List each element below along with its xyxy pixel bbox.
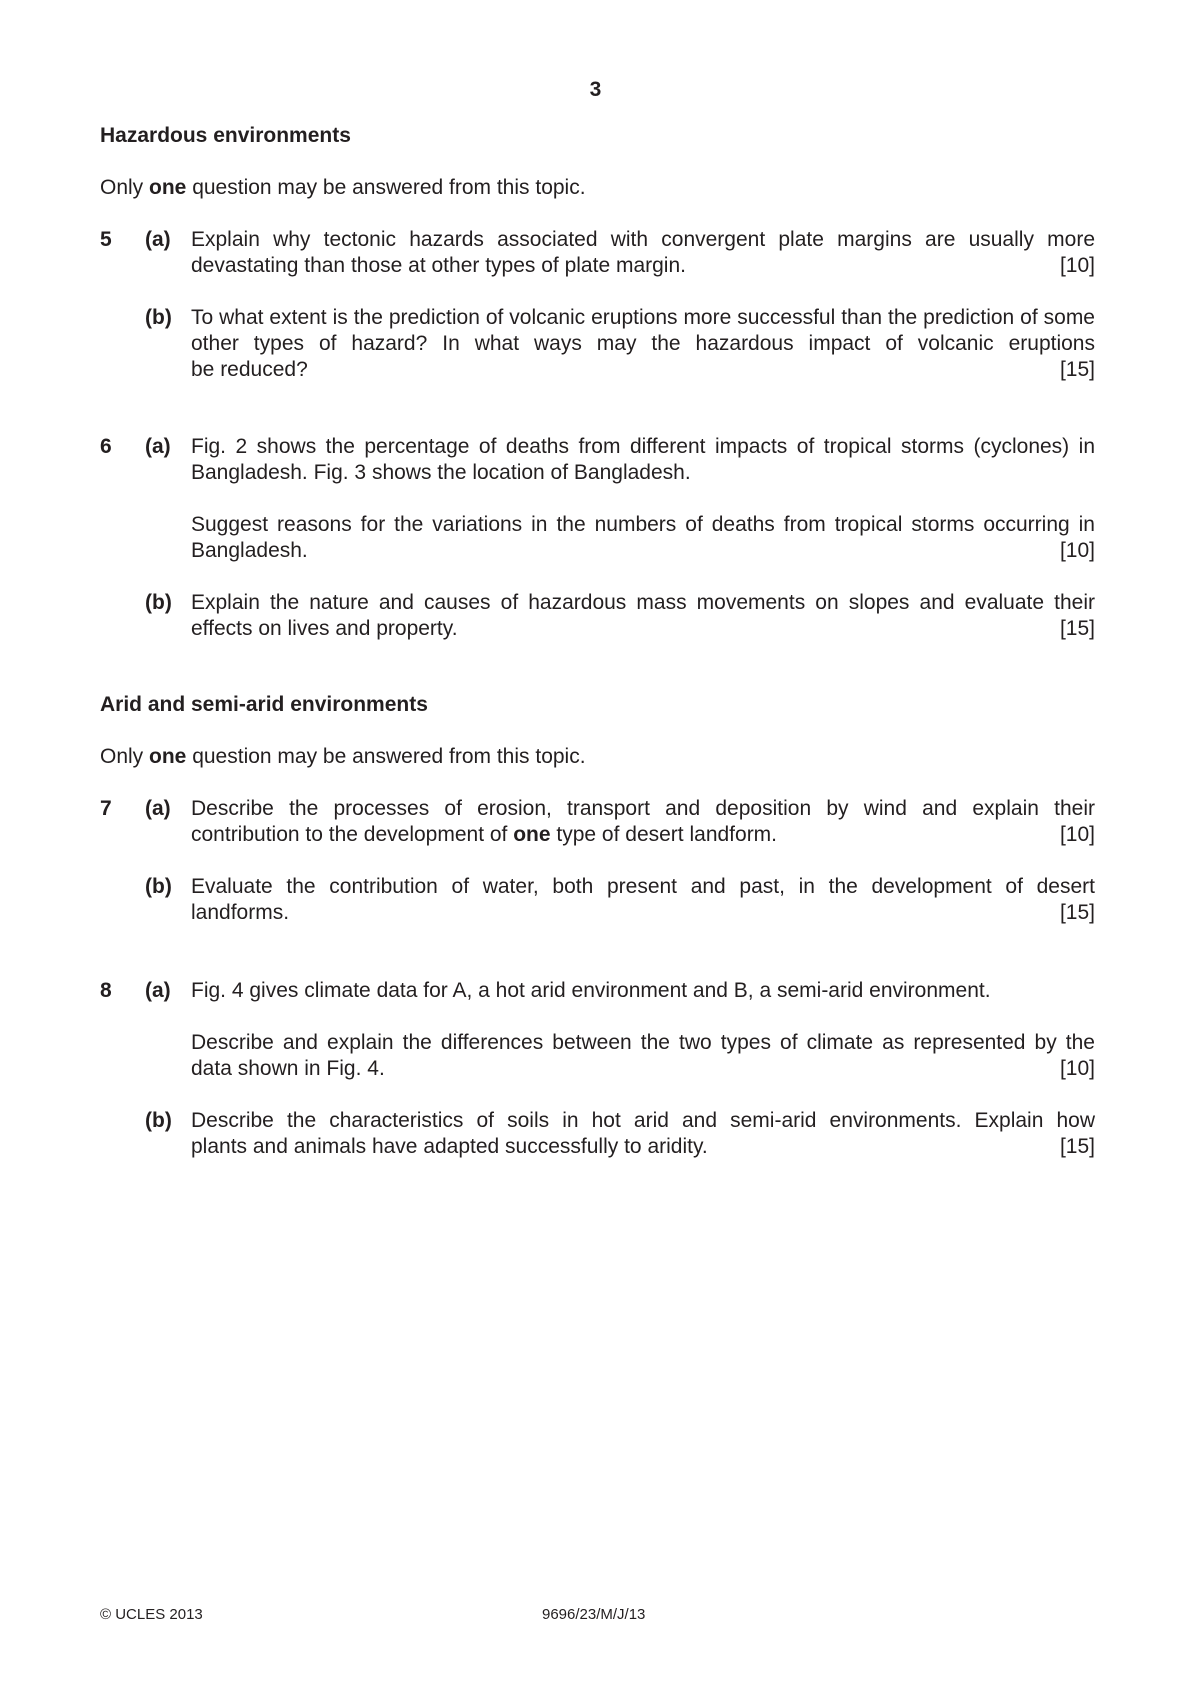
- question-text-para: Fig. 2 shows the percentage of deaths from different impacts of tropical storms (cyclones) in Bangladesh. Fig. 3 shows the location of Bangladesh.: [191, 435, 1095, 484]
- question-text-body: Describe and explain the differences between the two types of climate as represented by the: [191, 1031, 1095, 1054]
- question-text-8a: [191, 978, 1095, 1004]
- part-label-8a: (a): [145, 979, 171, 1002]
- question-number-8: 8: [100, 979, 112, 1002]
- instruction-emphasis: one: [149, 176, 187, 199]
- instruction-text: Only: [100, 745, 150, 768]
- marks-6b: [15]: [1059, 617, 1095, 640]
- marks-8a: [10]: [1059, 1057, 1095, 1080]
- question-text-line: Explain why tectonic hazards associated with convergent plate margins are usually more: [191, 228, 1095, 251]
- part-label-6a: (a): [145, 435, 171, 458]
- question-text-6b: [191, 590, 1095, 642]
- section-instruction-hazardous: [100, 175, 586, 201]
- question-text-7b: [191, 874, 1095, 926]
- marks-5b: [15]: [1059, 358, 1095, 381]
- question-text-body: To what extent is the prediction of volcanic eruptions more successful than the prediction of some other types of hazard? In what ways may the hazardous impact of volcanic eruptions: [191, 306, 1095, 355]
- part-label-5b: (b): [145, 306, 172, 329]
- question-text-body: Explain the nature and causes of hazardous mass movements on slopes and evaluate their: [191, 591, 1095, 614]
- question-text-body: Suggest reasons for the variations in the numbers of deaths from tropical storms occurring in: [191, 513, 1095, 536]
- part-label-8b: (b): [145, 1109, 172, 1132]
- instruction-text: Only: [100, 176, 150, 199]
- question-text-8b: [191, 1108, 1095, 1160]
- part-label-6b: (b): [145, 591, 172, 614]
- question-text-8a-task: [191, 1030, 1095, 1082]
- part-label-7b: (b): [145, 875, 172, 898]
- question-text-line: [191, 822, 777, 848]
- question-text-emphasis: one: [513, 823, 551, 846]
- marks-7b: [15]: [1059, 901, 1095, 924]
- question-text-5a: [191, 227, 1095, 279]
- question-text-para: Fig. 4 gives climate data for A, a hot arid environment and B, a semi-arid environment.: [191, 979, 991, 1002]
- part-label-5a: (a): [145, 228, 171, 251]
- question-text-body: Describe the characteristics of soils in hot arid and semi-arid environments. Explain how: [191, 1109, 1095, 1132]
- question-text-line: devastating than those at other types of plate margin.: [191, 254, 686, 277]
- part-label-7a: (a): [145, 797, 171, 820]
- marks-6a: [10]: [1059, 539, 1095, 562]
- question-text-line: data shown in Fig. 4.: [191, 1057, 385, 1080]
- instruction-emphasis: one: [149, 745, 187, 768]
- question-text-line: Bangladesh.: [191, 539, 308, 562]
- question-text-6a-task: [191, 512, 1095, 564]
- question-text-line: be reduced?: [191, 358, 308, 381]
- question-number-6: 6: [100, 435, 112, 458]
- question-number-5: 5: [100, 228, 112, 251]
- marks-5a: [10]: [1059, 254, 1095, 277]
- question-text-body: Describe the processes of erosion, transport and deposition by wind and explain their: [191, 797, 1095, 820]
- section-instruction-arid: [100, 744, 586, 770]
- question-text-line: landforms.: [191, 901, 290, 924]
- instruction-text: question may be answered from this topic.: [186, 745, 586, 768]
- question-text-line: plants and animals have adapted successfully to aridity.: [191, 1135, 708, 1158]
- footer-paper-code: 9696/23/M/J/13: [542, 1606, 646, 1623]
- question-text-5b: [191, 305, 1095, 383]
- question-number-7: 7: [100, 797, 112, 820]
- question-text-body: Evaluate the contribution of water, both present and past, in the development of desert: [191, 875, 1095, 898]
- section-heading-hazardous: Hazardous environments: [100, 124, 351, 147]
- page-number: 3: [589, 78, 602, 101]
- question-text-6a: [191, 434, 1095, 486]
- instruction-text: question may be answered from this topic.: [186, 176, 586, 199]
- question-text-7a: [191, 796, 1095, 848]
- question-text-segment: type of desert landform.: [550, 823, 778, 846]
- section-heading-arid: Arid and semi-arid environments: [100, 693, 428, 716]
- question-text-segment: contribution to the development of: [191, 823, 514, 846]
- marks-7a: [10]: [1059, 823, 1095, 846]
- question-text-line: effects on lives and property.: [191, 617, 458, 640]
- marks-8b: [15]: [1059, 1135, 1095, 1158]
- footer-copyright: © UCLES 2013: [100, 1606, 203, 1623]
